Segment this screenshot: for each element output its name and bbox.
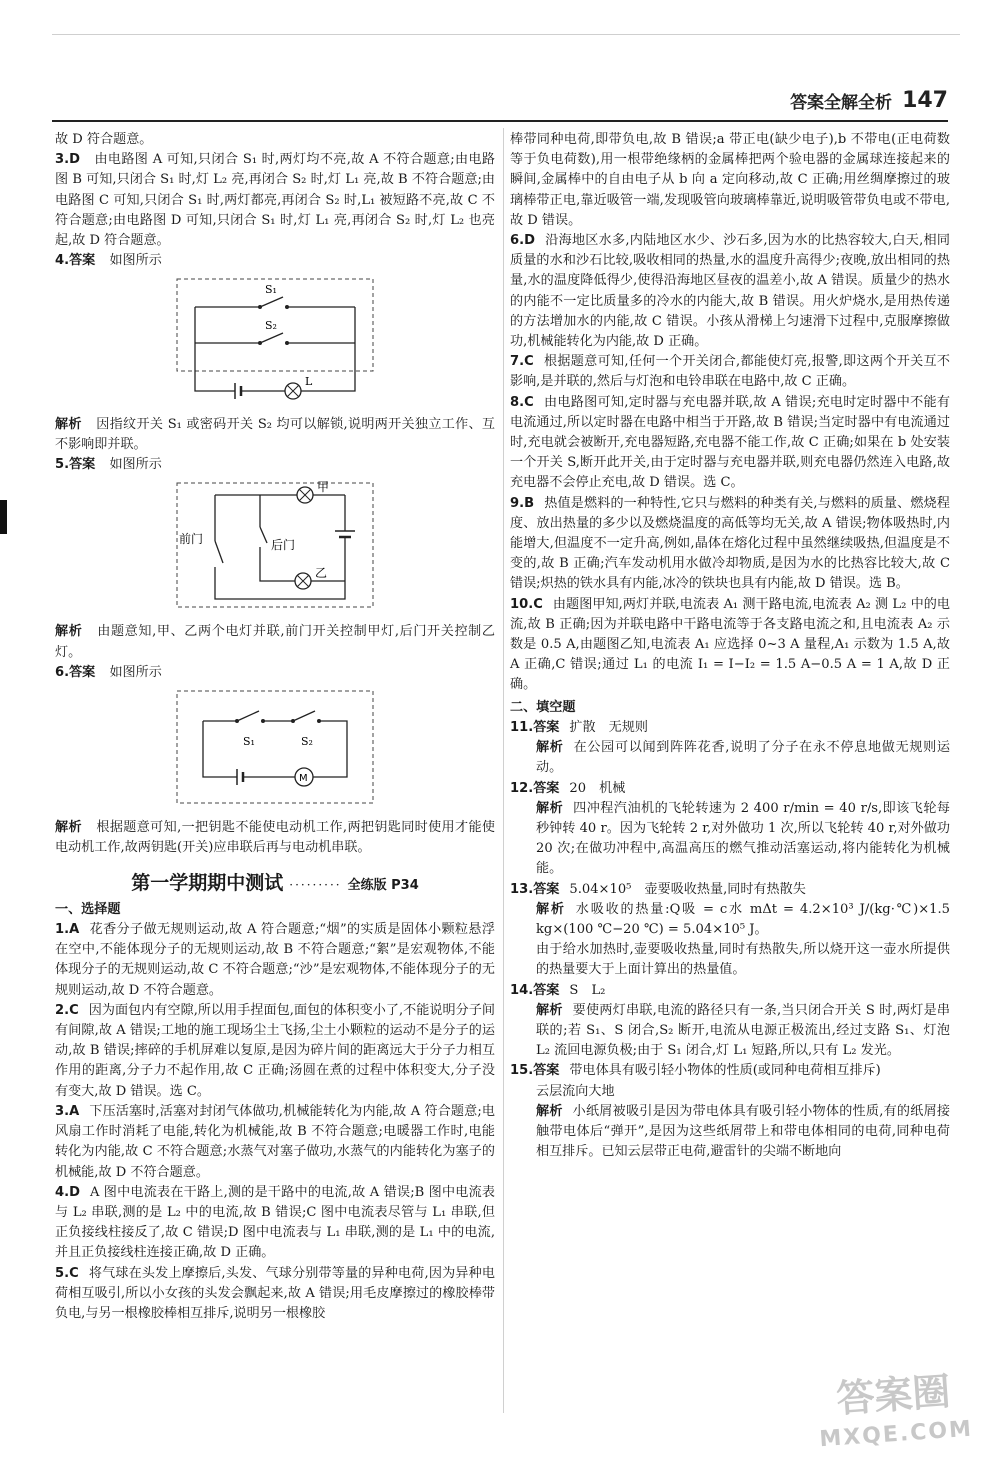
item-text: 花香分子做无规则运动,故 A 符合题意;“烟”的实质是固体小颗粒悬浮在空中,不能体现分子的无规则运动,故 B 不符合题意;“絮”是宏观物体,不能体现分子的无规则运动,故 C 不符合题意;“沙”是宏观物体,不能体现分子的无规则运动,故 D 不符合题意。 (55, 922, 495, 998)
item-text: 根据题意可知,任何一个开关闭合,都能使灯亮,报警,即这两个开关互不影响,是并联的,然后与灯泡和电铃串联在电路中,故 C 正确。 (510, 354, 950, 390)
answer-text: 如图所示 (109, 457, 162, 473)
fill-14-answer (510, 981, 950, 1001)
header-rule (52, 120, 948, 122)
analysis-label: 解析 (55, 624, 83, 640)
answer-text: 带电体具有吸引轻小物体的性质(或同种电荷相互排斥) (569, 1063, 881, 1079)
exam-version: 全练版 P34 (347, 877, 419, 893)
item-6 (510, 231, 950, 352)
fig-label: S₂ (301, 735, 313, 749)
answer-text: 5.04×10⁵ 壶要吸收热量,同时有热散失 (569, 881, 806, 897)
watermark-url: MXQE.COM (818, 1416, 975, 1453)
item-4 (55, 1183, 495, 1264)
item-7 (510, 352, 950, 392)
watermark-text: 答案圈 (835, 1369, 953, 1421)
circuit-figure-6 (175, 689, 495, 812)
item-number: 5.C (55, 1265, 79, 1281)
fill-14-analysis (510, 1001, 950, 1062)
fig-label: 甲 (317, 481, 330, 495)
fig-label: S₁ (243, 735, 255, 749)
left-column (55, 130, 495, 1324)
analysis-text: 要使两灯串联,电流的路径只有一条,当只闭合开关 S 时,两灯是串联的;若 S₁、S 闭合,S₂ 断开,电流从电源正极流出,经过支路 S₁、灯泡 L₂ 流回电源负极;由于 S₁ 闭合,灯 L₁ 短路,所以,只有 L₂ 发光。 (536, 1002, 951, 1059)
fill-13-extra: 由于给水加热时,壶要吸收热量,同时有热散失,所以烧开这一壶水所提供的热量要大于上面计算出的热量值。 (536, 942, 950, 978)
fig-label: 乙 (315, 566, 328, 581)
fill-15-analysis (510, 1102, 950, 1163)
item-number: 8.C (510, 394, 534, 410)
fill-11-answer (510, 718, 950, 738)
item-text: 下压活塞时,活塞对封闭气体做功,机械能转化为内能,故 A 符合题意;电风扇工作时消耗了电能,转化为机械能,故 B 不符合题意;电暖器工作时,电能转化为内能,故 C 不符合题意;水蒸气对塞子做功,水蒸气的内能转化为塞子的机械能,故 D 不符合题意。 (55, 1103, 495, 1180)
header-title: 答案全解全析 (790, 93, 893, 113)
item-text: 沿海地区水多,内陆地区水少、沙石多,因为水的比热容较大,白天,相同质量的水和沙石比较,吸收相同的热量,水的温度升高得少;夜晚,放出相同的热量,水的温度降低得少,使得沿海地区昼夜的温差小,故 A 错误。质量少的热水的内能不一定比质量多的冷水的内能大,故 B 错误。用火炉烧水,是用热传递的方法增加水的内能,故 C 错误。小孩从滑梯上匀速滑下过程中,克服摩擦做功,机械能转化为内能,故 D 正确。 (510, 233, 950, 350)
answer-text: S L₂ (569, 982, 606, 998)
column-separator (503, 128, 504, 1413)
fill-13-answer (510, 880, 950, 900)
item-1 (55, 920, 495, 1001)
item-5 (55, 1264, 495, 1325)
answer-label: 15.答案 (510, 1063, 560, 1079)
analysis-text: 在公园可以闻到阵阵花香,说明了分子在永不停息地做无规则运动。 (536, 740, 950, 776)
circuit-figure-5 (175, 481, 495, 616)
item-9 (510, 494, 950, 595)
fill-15-answer (510, 1061, 950, 1081)
analysis-label: 解析 (55, 416, 82, 432)
item-text: A 图中电流表在干路上,测的是干路中的电流,故 A 错误;B 图中电流表与 L₂ 串联,测的是 L₂ 中的电流,故 B 错误;C 图中电流表尽管与 L₁ 串联,但正负接线柱接反了,故 C 错误;D 图中电流表与 L₁ 串联,测的是 L₁ 中的电流,并且正负接线柱连接正确,故 D 正确。 (55, 1184, 495, 1261)
fill-13-analysis (510, 900, 950, 940)
page-number: 147 (902, 88, 948, 113)
item-text: 由电路图可知,定时器与充电器并联,故 A 错误;充电时定时器中不能有电流通过,所以定时器在电路中相当于开路,故 B 错误;当定时器中有电流通过时,充电就会被断开,充电器短路,充电器不能工作,故 C 正确;如果在 b 处安装一个开关 S,断开此开关,由于定时器与充电器并联,则充电器仍然连入电路,故充电器不会停止充电,故 D 错误。选 C。 (510, 394, 950, 491)
item-2 (55, 1001, 495, 1102)
fig-label: L (305, 375, 313, 389)
analysis-label: 解析 (536, 901, 566, 917)
question-text: 由电路图 A 可知,只闭合 S₁ 时,两灯均不亮,故 A 不符合题意;由电路图 B 可知,只闭合 S₁ 时,灯 L₂ 亮,再闭合 S₂ 时,灯 L₁ 亮,故 B 不符合题意;由电路图 C 可知,只闭合 S₁ 时,两灯都亮,再闭合 S₂ 时,L₁ 被短路不亮,故 C 不符合题意;由电路图 D 可知,只闭合 S₁ 时,灯 L₁ 亮,再闭合 S₂ 时,灯 L₂ 也亮起,故 D 符合题意。 (55, 152, 495, 249)
analysis-label: 解析 (536, 800, 564, 816)
analysis-text: 水吸收的热量:Q吸 = c水 mΔt = 4.2×10³ J/(kg·℃)×1.5 kg×(100 ℃−20 ℃) = 5.04×10⁵ J。 (536, 901, 951, 937)
answer-label: 6.答案 (55, 664, 96, 680)
section-heading: 二、填空题 (510, 699, 576, 715)
watermark-logo (816, 1370, 975, 1461)
fill-15-answer-2: 云层流向大地 (536, 1083, 615, 1099)
section-heading: 一、选择题 (55, 901, 121, 917)
item-number: 4.D (55, 1184, 80, 1200)
exam-title (55, 873, 495, 896)
question-number: 3.D (55, 152, 80, 168)
answer-text: 如图所示 (109, 664, 162, 680)
fig-label: M (299, 773, 308, 785)
fig-label: S₁ (265, 283, 277, 297)
answer-text: 如图所示 (109, 253, 162, 269)
question-5-analysis (55, 622, 495, 662)
continued-text: 棒带同种电荷,即带负电,故 B 错误;a 带正电(缺少电子),b 不带电(正电荷数等于负电荷数),用一根带绝缘柄的金属棒把两个验电器的金属球连接起来的瞬间,金属棒中的自由电子从 b 向 a 定向移动,故 C 正确;用丝绸摩擦过的玻璃棒带正电,靠近吸管一端,发现吸管向玻璃棒靠近,说明吸管带负电或不带电,故 D 错误。 (510, 132, 950, 228)
item-text: 由题图甲知,两灯并联,电流表 A₁ 测干路电流,电流表 A₂ 测 L₂ 中的电流,故 B 正确;因为并联电路中干路电流等于各支路电流之和,且电流表 A₂ 示数是 0.5 A,由题图乙知,电流表 A₁ 应选择 0~3 A 量程,A₁ 示数为 1.5 A,故 A 正确,C 错误;通过 L₁ 的电流 I₁ = I−I₂ = 1.5 A−0.5 A = 1 A,故 D 正确。 (510, 596, 950, 693)
analysis-text: 四冲程汽油机的飞轮转速为 2 400 r/min = 40 r/s,即该飞轮每秒钟转 40 r。因为飞轮转 2 r,对外做功 1 次,所以飞轮转 40 r,对外做功 20 次;在做功冲程中,高温高压的燃气推动活塞运动,将内能转化为机械能。 (536, 800, 951, 877)
analysis-text: 由题意知,甲、乙两个电灯并联,前门开关控制甲灯,后门开关控制乙灯。 (55, 624, 495, 660)
analysis-label: 解析 (55, 820, 82, 836)
item-number: 2.C (55, 1002, 79, 1018)
item-10 (510, 595, 950, 696)
answer-label: 5.答案 (55, 457, 96, 473)
exam-title-text: 第一学期期中测试 (131, 871, 284, 894)
question-3 (55, 150, 495, 251)
top-border (52, 34, 960, 35)
item-text: 热值是燃料的一种特性,它只与燃料的种类有关,与燃料的质量、燃烧程度、放出热量的多少以及燃烧温度的高低等均无关,故 A 错误;物体吸热时,内能增大,但温度不一定升高,例如,晶体在熔化过程中虽然继续吸热,但温度是不变的,故 B 正确;汽车发动机用水做冷却物质,是因为水的比热容比较大,故 C 错误;炽热的铁水具有内能,冰冷的铁块也具有内能,故 D 错误。选 B。 (510, 495, 950, 592)
answer-label: 14.答案 (510, 982, 560, 998)
series-key-motor-circuit (175, 689, 375, 805)
item-number: 9.B (510, 495, 535, 511)
page-header (790, 88, 948, 113)
parallel-switch-circuit (175, 277, 375, 401)
analysis-label: 解析 (536, 1103, 563, 1119)
analysis-text: 因指纹开关 S₁ 或密码开关 S₂ 均可以解锁,说明两开关独立工作、互不影响即并联。 (55, 416, 495, 452)
answer-label: 12.答案 (510, 780, 560, 796)
binding-mark (0, 500, 7, 534)
front-back-door-circuit (175, 481, 375, 609)
circuit-figure-4 (175, 277, 495, 408)
answer-label: 4.答案 (55, 253, 96, 269)
item-number: 10.C (510, 596, 543, 612)
analysis-label: 解析 (536, 1002, 563, 1018)
question-6-analysis (55, 818, 495, 858)
item-3 (55, 1102, 495, 1183)
item-number: 7.C (510, 354, 534, 370)
analysis-text: 小纸屑被吸引是因为带电体具有吸引轻小物体的性质,有的纸屑接触带电体后“弹开”,是因为这些纸屑带上和带电体相同的电荷,同种电荷相互排斥。已知云层带正电荷,避雷针的尖端不断地向 (536, 1103, 950, 1160)
fill-12-answer (510, 779, 950, 799)
item-number: 3.A (55, 1103, 80, 1119)
answer-text: 扩散 无规则 (569, 719, 648, 735)
item-text: 将气球在头发上摩擦后,头发、气球分别带等量的异种电荷,因为异种电荷相互吸引,所以小女孩的头发会飘起来,故 A 错误;用毛皮摩擦过的橡胶棒带负电,与另一根橡胶棒相互排斥,说明另一根橡胶 (55, 1265, 495, 1321)
fig-label: S₂ (265, 319, 277, 333)
item-number: 6.D (510, 233, 535, 249)
analysis-text: 根据题意可知,一把钥匙不能使电动机工作,两把钥匙同时使用才能使电动机工作,故两钥匙(开关)应串联后再与电动机串联。 (55, 820, 495, 856)
fill-11-analysis (510, 738, 950, 778)
right-column (510, 130, 950, 1162)
item-8 (510, 393, 950, 494)
question-5-answer (55, 455, 495, 475)
question-4-analysis (55, 415, 495, 455)
answer-text: 20 机械 (569, 780, 626, 796)
question-4-answer (55, 251, 495, 271)
intro-text: 故 D 符合题意。 (55, 132, 153, 147)
item-number: 1.A (55, 922, 80, 938)
answer-label: 11.答案 (510, 719, 560, 735)
fig-label: 后门 (271, 538, 296, 553)
leader-dots: ········· (289, 877, 342, 892)
question-6-answer (55, 663, 495, 683)
answer-label: 13.答案 (510, 881, 560, 897)
item-text: 因为面包内有空隙,所以用手捏面包,面包的体积变小了,不能说明分子间有间隙,故 A 错误;工地的施工现场尘土飞扬,尘土小颗粒的运动不是分子的运动,故 B 错误;摔碎的手机屏难以复原,是因为碎片间的距离远大于分子力相互作用的距离,分子力不起作用,故 C 正确;汤圆在煮的过程中体积变大,分子没有变大,故 D 错误。选 C。 (55, 1002, 495, 1099)
fill-12-analysis (510, 799, 950, 880)
analysis-label: 解析 (536, 740, 564, 756)
fig-label: 前门 (179, 532, 204, 547)
